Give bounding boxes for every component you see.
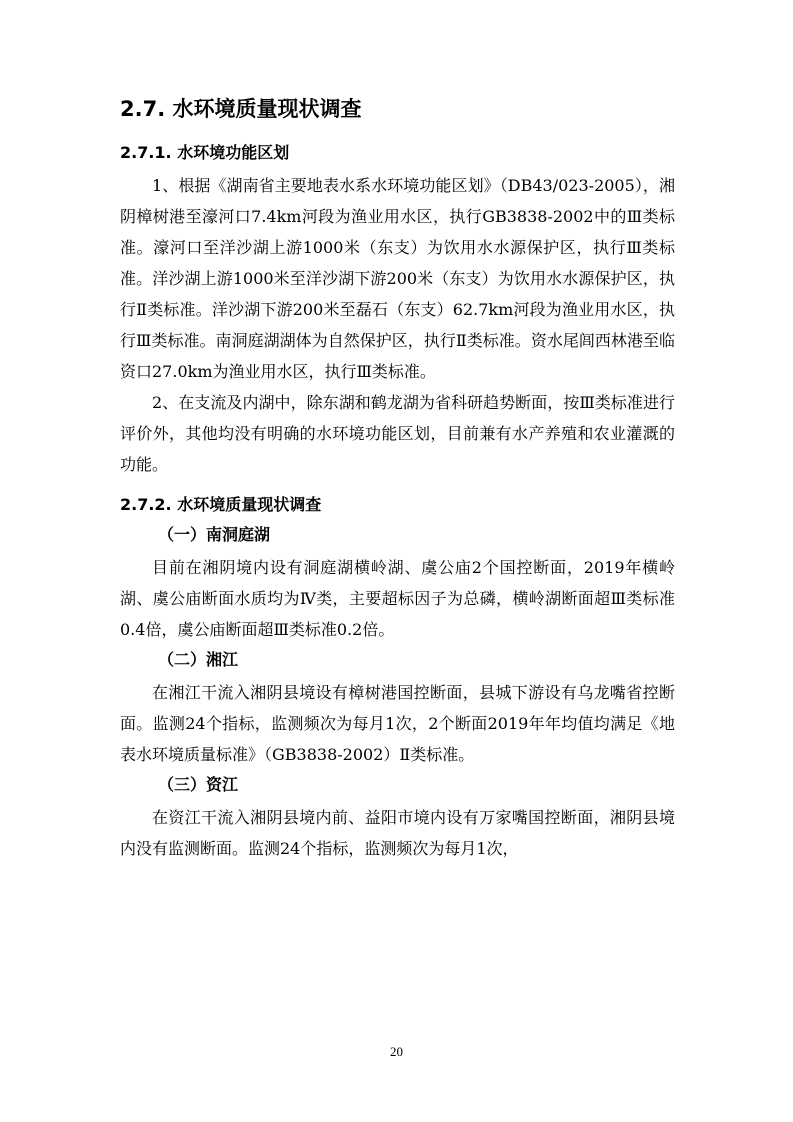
paragraph-zoning-2: 2、在支流及内湖中，除东湖和鹤龙湖为省科研趋势断面，按Ⅲ类标准进行评价外，其他均没有明确的水环境功能区划，目前兼有水产养殖和农业灌溉的功能。	[120, 393, 675, 474]
paragraph-xiangjiang: 在湘江干流入湘阴县境设有樟树港国控断面，县城下游设有乌龙嘴省控断面。监测24个指标，监测频次为每月1次，2个断面2019年年均值均满足《地表水环境质量标准》（GB3838-2002）Ⅱ类标准。	[120, 683, 675, 764]
page-number: 20	[390, 1044, 403, 1059]
subsection-heading-quality-survey: 2.7.2. 水环境质量现状调查	[120, 495, 322, 514]
part-heading-xiangjiang: （二）湘江	[158, 650, 239, 669]
spacer	[120, 480, 675, 492]
paragraph-south-dongting: 目前在湘阴境内设有洞庭湖横岭湖、虞公庙2个国控断面，2019年横岭湖、虞公庙断面水质均为Ⅳ类，主要超标因子为总磷，横岭湖断面超Ⅲ类标准0.4倍，虞公庙断面超Ⅲ类标准0.2倍。	[120, 558, 675, 639]
part-heading-zijiang: （三）资江	[158, 775, 239, 794]
paragraph-zijiang: 在资江干流入湘阴县境内前、益阳市境内设有万家嘴国控断面，湘阴县境内没有监测断面。监测24个指标，监测频次为每月1次，	[120, 808, 675, 858]
part-heading-south-dongting: （一）南洞庭湖	[158, 525, 271, 544]
subsection-heading-function-zoning: 2.7.1. 水环境功能区划	[120, 143, 290, 162]
paragraph-zoning-1: 1、根据《湖南省主要地表水系水环境功能区划》（DB43/023-2005），湘阴樟树港至濠河口7.4km河段为渔业用水区，执行GB3838-2002中的Ⅲ类标准。濠河口至洋沙湖上游1000米（东支）为饮用水水源保护区，执行Ⅲ类标准。洋沙湖上游1000米至洋沙湖下游200米（东支）为饮用水水源保护区，执行Ⅱ类标准。洋沙湖下游200米至磊石（东支）62.7km河段为渔业用水区，执行Ⅲ类标准。南洞庭湖湖体为自然保护区，执行Ⅱ类标准。资水尾闾西林港至临资口27.0km为渔业用水区，执行Ⅲ类标准。	[120, 176, 675, 381]
section-heading: 2.7. 水环境质量现状调查	[120, 97, 362, 121]
page-content	[120, 94, 675, 864]
